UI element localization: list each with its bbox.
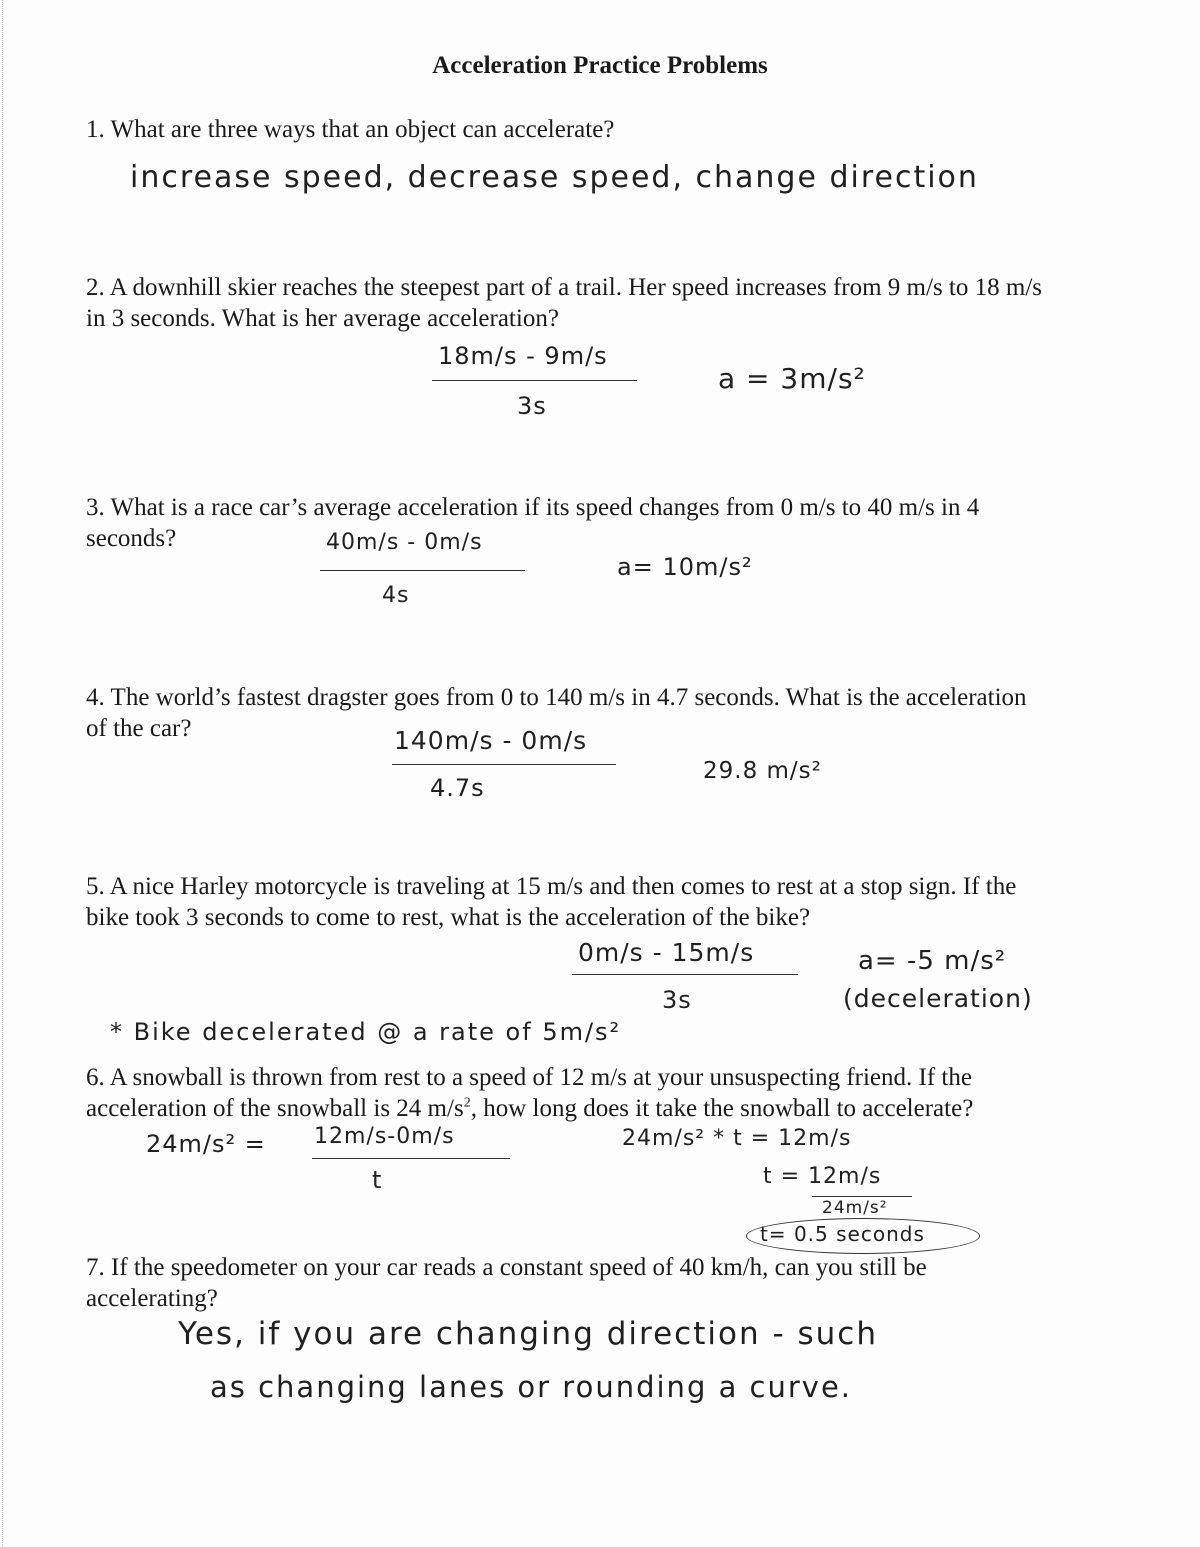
problem-5-question-line-2: bike took 3 seconds to come to rest, what is the acceleration of the bike? (86, 904, 811, 931)
scan-edge-marks (2, 0, 6, 1547)
problem-4-numerator: 140m/s - 0m/s (394, 726, 588, 755)
problem-6-question-line-2 (86, 1093, 973, 1124)
problem-5-result-note: (deceleration) (843, 984, 1033, 1013)
problem-6-text-a: acceleration of the snowball is 24 m/s (86, 1095, 464, 1122)
problem-2-fraction-bar (432, 380, 637, 381)
problem-5-result: a= -5 m/s² (858, 946, 1007, 976)
problem-3-question-line-2: seconds? (86, 525, 177, 552)
problem-6-work-fraction-bar (812, 1196, 912, 1197)
problem-3-numerator: 40m/s - 0m/s (326, 530, 483, 555)
problem-6-fraction-bar (312, 1158, 510, 1159)
problem-7-answer-line-1: Yes, if you are changing direction - such (178, 1316, 878, 1352)
problem-5-note: * Bike decelerated @ a rate of 5m/s² (110, 1018, 622, 1046)
problem-6-text-b: , how long does it take the snowball to accelerate? (470, 1095, 974, 1122)
problem-4-result: 29.8 m/s² (703, 758, 822, 784)
problem-7-answer-line-2: as changing lanes or rounding a curve. (210, 1370, 853, 1404)
problem-5-denominator: 3s (662, 986, 692, 1014)
problem-6-question-line-1: 6. A snowball is thrown from rest to a speed of 12 m/s at your unsuspecting friend. If the (86, 1064, 972, 1091)
problem-6-numerator: 12m/s-0m/s (314, 1124, 455, 1149)
problem-1-answer: increase speed, decrease speed, change direction (130, 160, 979, 195)
problem-2-result: a = 3m/s² (718, 362, 866, 395)
problem-6-work-1: 24m/s² * t = 12m/s (622, 1126, 852, 1151)
problem-3-question-line-1: 3. What is a race car’s average acceleration if its speed changes from 0 m/s to 40 m/s in 4 (86, 494, 980, 521)
problem-6-lhs: 24m/s² = (146, 1130, 266, 1158)
problem-7-question-line-2: accelerating? (86, 1285, 218, 1312)
problem-5-fraction-bar (572, 974, 798, 975)
problem-7-question-line-1: 7. If the speedometer on your car reads a constant speed of 40 km/h, can you still be (86, 1254, 927, 1281)
problem-3-result: a= 10m/s² (617, 553, 753, 581)
problem-4-fraction-bar (392, 764, 616, 765)
problem-6-exponent: 2 (463, 1095, 471, 1111)
problem-6-work-3: 24m/s² (822, 1198, 888, 1218)
problem-2-question-line-1: 2. A downhill skier reaches the steepest part of a trail. Her speed increases from 9 m/s to 18 m/s (86, 274, 1042, 301)
problem-6-denominator: t (372, 1166, 383, 1194)
problem-6-answer: t= 0.5 seconds (760, 1222, 925, 1246)
problem-4-question-line-1: 4. The world’s fastest dragster goes from 0 to 140 m/s in 4.7 seconds. What is the acceleration (86, 684, 1027, 711)
page-title: Acceleration Practice Problems (432, 52, 768, 79)
problem-4-denominator: 4.7s (430, 774, 485, 802)
problem-2-question-line-2: in 3 seconds. What is her average acceleration? (86, 305, 559, 332)
problem-6-work-2: t = 12m/s (763, 1164, 882, 1189)
problem-5-question-line-1: 5. A nice Harley motorcycle is traveling at 15 m/s and then comes to rest at a stop sign. If the (86, 873, 1017, 900)
problem-2-numerator: 18m/s - 9m/s (438, 342, 608, 370)
problem-3-denominator: 4s (382, 583, 410, 608)
problem-1-question: 1. What are three ways that an object can accelerate? (86, 116, 615, 143)
problem-3-fraction-bar (320, 570, 525, 571)
problem-4-question-line-2: of the car? (86, 715, 192, 742)
problem-5-numerator: 0m/s - 15m/s (578, 938, 755, 967)
problem-2-denominator: 3s (517, 392, 547, 420)
